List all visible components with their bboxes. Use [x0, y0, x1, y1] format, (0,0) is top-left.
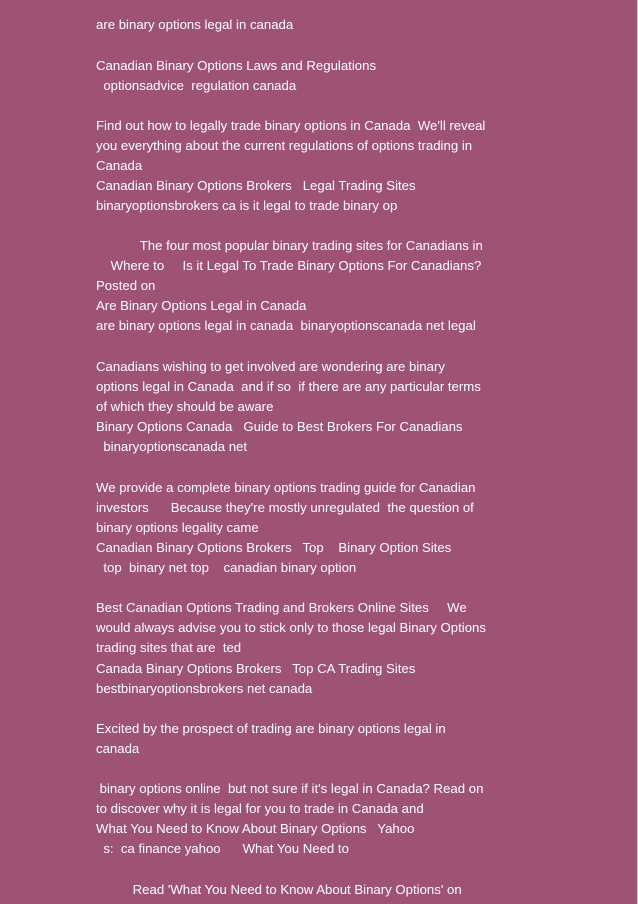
text-line: Excited by the prospect of trading are binary options legal in: [96, 721, 446, 736]
text-line: Read 'What You Need to Know About Binary Options' on: [96, 882, 462, 897]
text-line: top binary net top canadian binary option: [96, 560, 357, 575]
text-line: binary options online but not sure if it's legal in Canada? Read on: [96, 781, 484, 796]
text-line: of which they should be aware: [96, 399, 274, 414]
text-line: We provide a complete binary options trading guide for Canadian: [96, 480, 476, 495]
text-line: Best Canadian Options Trading and Brokers Online Sites We: [96, 600, 467, 615]
text-line: would always advise you to stick only to those legal Binary Options: [96, 620, 486, 635]
text-line: binaryoptionscanada net: [96, 439, 248, 454]
text-line: are binary options legal in canada: [96, 17, 294, 32]
text-line: optionsadvice regulation canada: [96, 78, 297, 93]
text-line: Canadian Binary Options Brokers Top Binary Option Sites: [96, 540, 452, 555]
text-line: Canada: [96, 158, 143, 173]
text-line: binaryoptionsbrokers ca is it legal to trade binary op: [96, 198, 398, 213]
text-line: trading sites that are ted: [96, 640, 242, 655]
text-line: Binary Options Canada Guide to Best Brokers For Canadians: [96, 419, 463, 434]
text-line: Canadians wishing to get involved are wondering are binary: [96, 359, 445, 374]
text-line: are binary options legal in canada binaryoptionscanada net legal: [96, 318, 476, 333]
text-line: you everything about the current regulations of options trading in: [96, 138, 473, 153]
text-line: Find out how to legally trade binary options in Canada We'll reveal: [96, 118, 486, 133]
text-line: Canadian Binary Options Brokers Legal Trading Sites: [96, 178, 416, 193]
text-line: Posted on: [96, 278, 156, 293]
text-line: The four most popular binary trading sites for Canadians in: [96, 238, 483, 253]
text-line: investors Because they're mostly unregulated the question of: [96, 500, 474, 515]
text-line: Where to Is it Legal To Trade Binary Options For Canadians?: [96, 258, 482, 273]
text-line: options legal in Canada and if so if there are any particular terms: [96, 379, 481, 394]
text-line: Canada Binary Options Brokers Top CA Trading Sites: [96, 661, 416, 676]
text-line: Are Binary Options Legal in Canada: [96, 298, 307, 313]
text-line: bestbinaryoptionsbrokers net canada: [96, 681, 313, 696]
text-line: Canadian Binary Options Laws and Regulations: [96, 58, 377, 73]
text-line: s: ca finance yahoo What You Need to: [96, 841, 349, 856]
text-line: canada: [96, 741, 140, 756]
text-line: What You Need to Know About Binary Options Yahoo: [96, 821, 415, 836]
text-line: binary options legality came: [96, 520, 259, 535]
text-line: to discover why it is legal for you to trade in Canada and: [96, 801, 424, 816]
